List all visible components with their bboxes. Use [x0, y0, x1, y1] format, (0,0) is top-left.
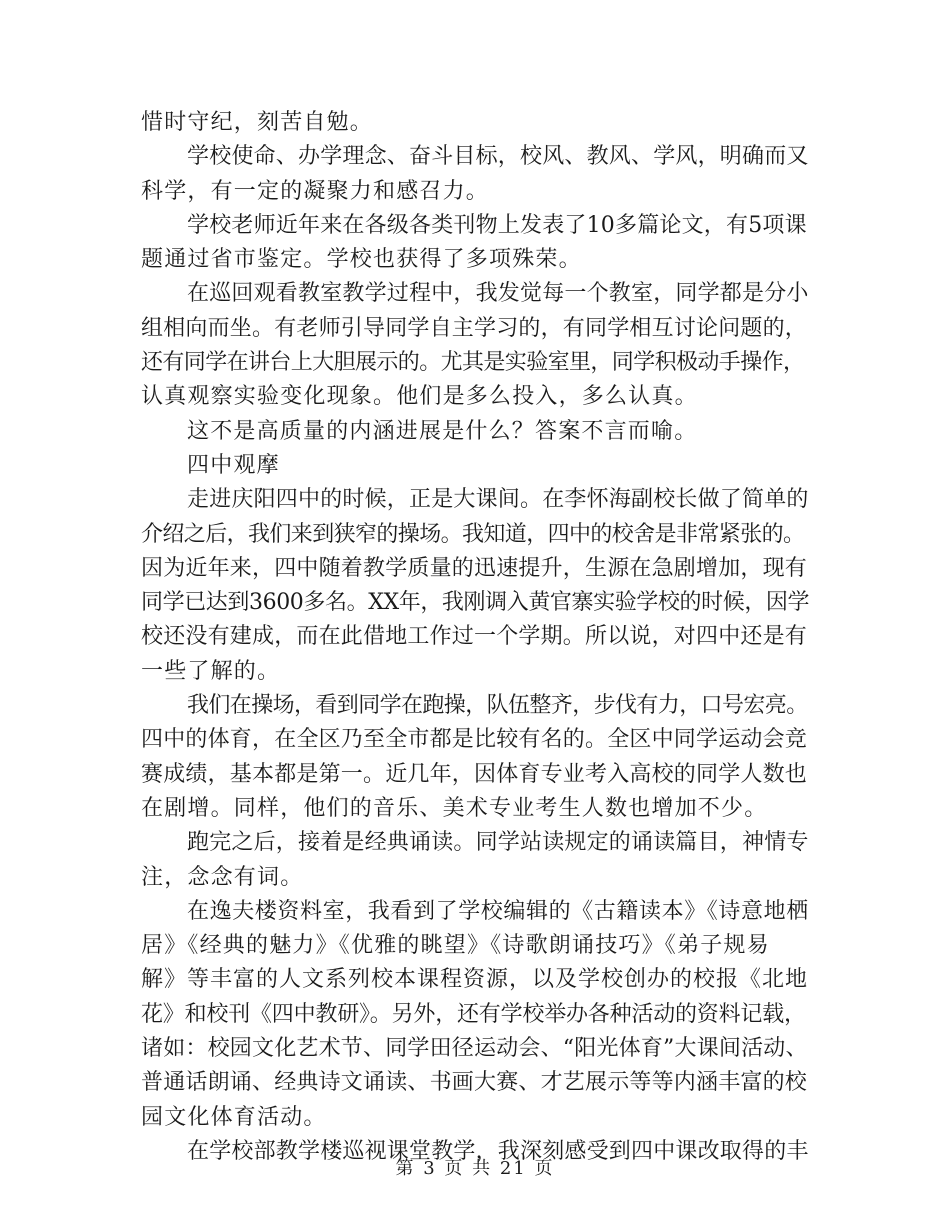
page-footer: 第 3 页 共 21 页	[395, 1158, 555, 1179]
text-line: 一些了解的。	[141, 658, 281, 684]
text-line: 组相向而坐。有老师引导同学自主学习的，有同学相互讨论问题的，	[141, 315, 808, 341]
text-line: 校还没有建成，而在此借地工作过一个学期。所以说，对四中还是有	[141, 624, 808, 650]
text-line: 科学，有一定的凝聚力和感召力。	[141, 178, 490, 204]
text-line: 我们在操场，看到同学在跑操，队伍整齐，步伐有力，口号宏亮。	[187, 693, 808, 719]
text-line: 四中的体育，在全区乃至全市都是比较有名的。全区中同学运动会竞	[141, 727, 808, 753]
text-line: 介绍之后，我们来到狭窄的操场。我知道，四中的校舍是非常紧张的。	[141, 521, 805, 547]
text-line: 学校老师近年来在各级各类刊物上发表了10多篇论文，有5项课	[187, 212, 807, 238]
text-line: 这不是高质量的内涵进展是什么？答案不言而喻。	[187, 418, 698, 444]
text-line: 居》《经典的魅力》《优雅的眺望》《诗歌朗诵技巧》《弟子规易	[141, 933, 770, 959]
text-line: 惜时守纪，刻苦自勉。	[141, 110, 374, 135]
text-line: 园文化体育活动。	[141, 1104, 327, 1130]
text-line: 注，念念有词。	[141, 864, 304, 890]
text-line: 普通话朗诵、经典诗文诵读、书画大赛、才艺展示等等内涵丰富的校	[141, 1070, 808, 1096]
text-line: 在学校部教学楼巡视课堂教学，我深刻感受到四中课改取得的丰	[187, 1138, 809, 1164]
text-line: 题通过省市鉴定。学校也获得了多项殊荣。	[141, 247, 582, 273]
text-line: 在剧增。同样，他们的音乐、美术专业考生人数也增加不少。	[141, 795, 768, 821]
text-line: 在巡回观看教室教学过程中，我发觉每一个教室，同学都是分小	[187, 281, 809, 307]
text-line: 诸如：校园文化艺术节、同学田径运动会、“阳光体育”大课间活动、	[141, 1036, 808, 1062]
text-line: 赛成绩，基本都是第一。近几年，因体育专业考入高校的同学人数也	[141, 761, 808, 787]
text-line: 解》等丰富的人文系列校本课程资源，以及学校创办的校报《北地	[141, 967, 809, 993]
text-line: 还有同学在讲台上大胆展示的。尤其是实验室里，同学积极动手操作，	[141, 350, 805, 376]
text-line: 在逸夫楼资料室，我看到了学校编辑的《古籍读本》《诗意地栖	[187, 898, 809, 924]
text-line: 同学已达到3600多名。XX年，我刚调入黄官寨实验学校的时候，因学	[141, 590, 810, 616]
text-line: 因为近年来，四中随着教学质量的迅速提升，生源在急剧增加，现有	[141, 555, 808, 581]
text-line: 跑完之后，接着是经典诵读。同学站读规定的诵读篇目，神情专	[187, 830, 809, 856]
text-line: 花》和校刊《四中教研》。另外，还有学校举办各种活动的资料记载，	[141, 1001, 806, 1027]
document-body	[141, 106, 809, 1169]
text-line: 学校使命、办学理念、奋斗目标，校风、教风、学风，明确而又	[187, 144, 809, 170]
text-line: 四中观摩	[187, 452, 280, 478]
text-line: 走进庆阳四中的时候，正是大课间。在李怀海副校长做了简单的	[187, 487, 809, 513]
text-line: 认真观察实验变化现象。他们是多么投入，多么认真。	[141, 384, 698, 410]
